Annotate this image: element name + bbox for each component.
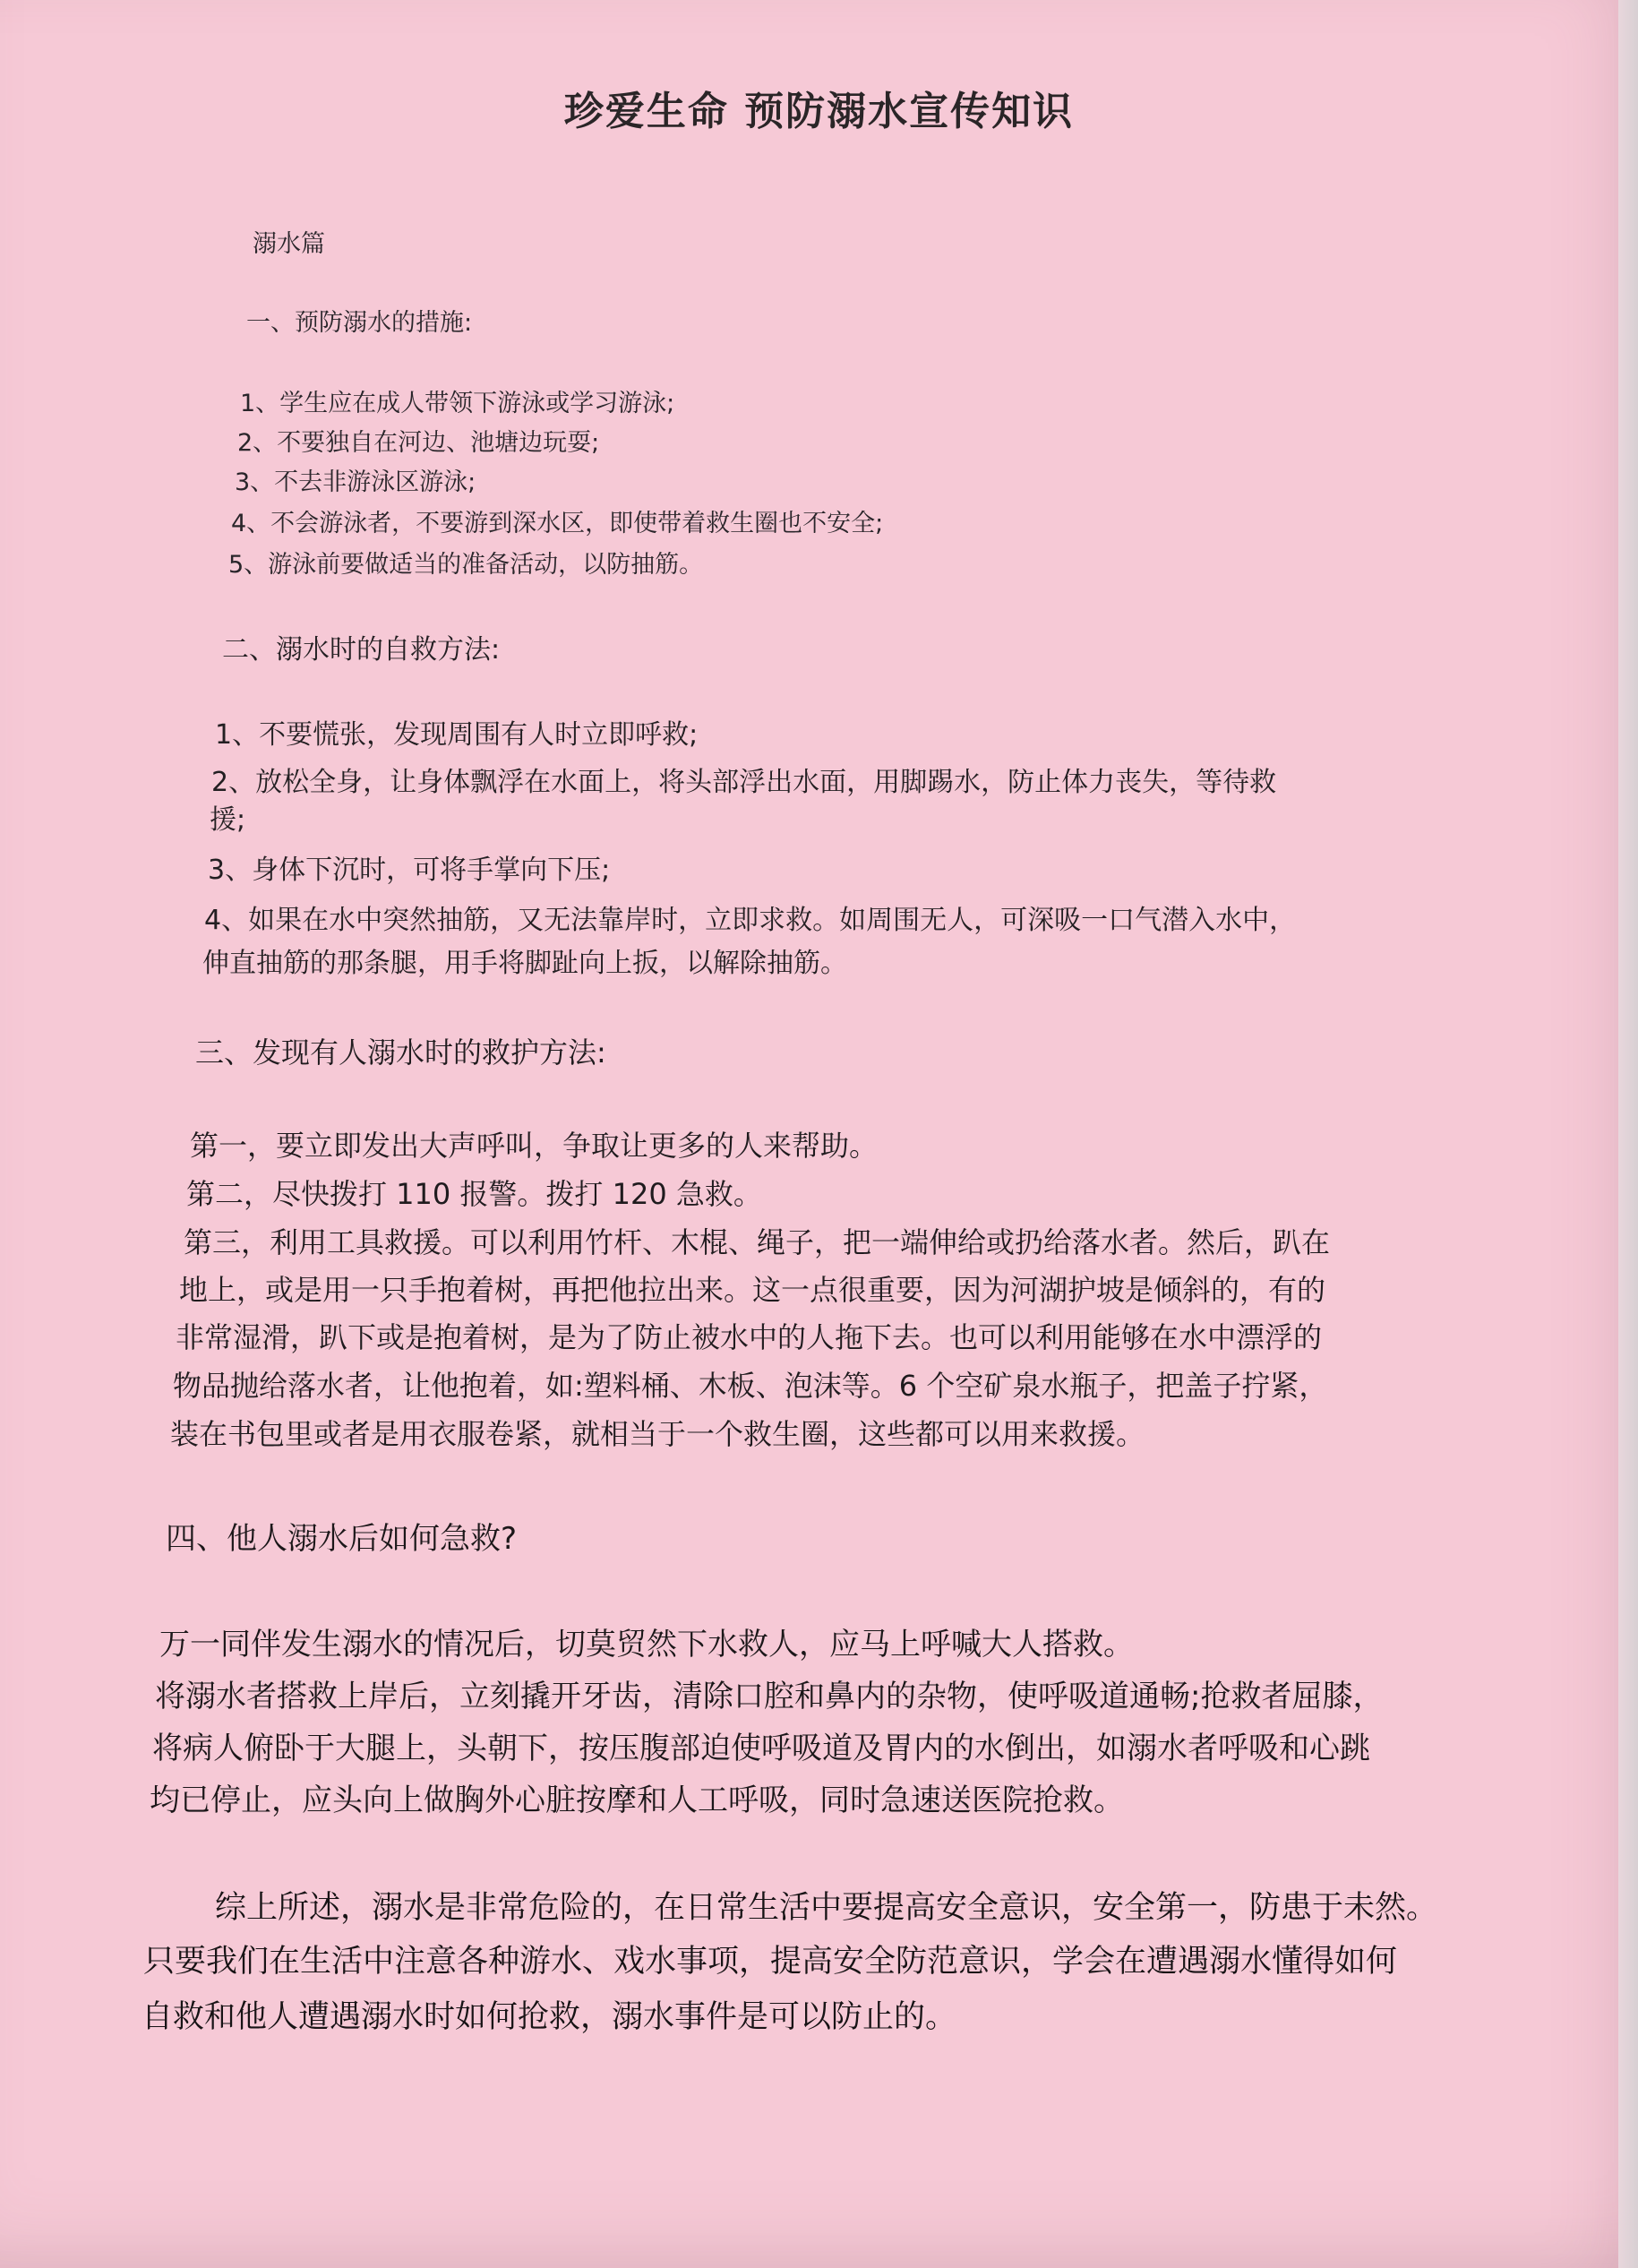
paper-edge — [1618, 0, 1638, 2268]
section-2-heading: 二、溺水时的自救方法: — [222, 634, 501, 666]
section-3-line: 物品抛给落水者，让他抱着，如:塑料桶、木板、泡沫等。6 个空矿泉水瓶子，把盖子拧紧， — [173, 1369, 1328, 1403]
section-1-item: 4、不会游泳者，不要游到深水区，即使带着救生圈也不安全; — [231, 510, 884, 537]
section-1-heading: 一、预防溺水的措施: — [246, 309, 473, 337]
section-4-line: 均已停止，应头向上做胸外心脏按摩和人工呼吸，同时急速送医院抢救。 — [150, 1783, 1124, 1818]
section-2-line: 2、放松全身，让身体飘浮在水面上，将头部浮出水面，用脚踢水，防止体力丧失，等待救 — [211, 767, 1277, 798]
section-2-line: 1、不要慌张，发现周围有人时立即呼救; — [215, 719, 699, 751]
section-2-line: 4、如果在水中突然抽筋，又无法靠岸时，立即求救。如周围无人，可深吸一口气潜入水中， — [204, 905, 1297, 936]
section-3-line: 地上，或是用一只手抱着树，再把他拉出来。这一点很重要，因为河湖护坡是倾斜的，有的 — [179, 1273, 1326, 1307]
section-2-line: 3、身体下沉时，可将手掌向下压; — [208, 855, 611, 886]
section-2-line: 援; — [210, 804, 246, 836]
summary-line: 只要我们在生活中注意各种游水、戏水事项，提高安全防范意识，学会在遭遇溺水懂得如何 — [143, 1944, 1398, 1980]
section-3-line: 装在书包里或者是用衣服卷紧，就相当于一个救生圈，这些都可以用来救援。 — [170, 1417, 1145, 1451]
section-4-heading: 四、他人溺水后如何急救? — [166, 1521, 518, 1557]
section-3-line: 非常湿滑，趴下或是抱着树，是为了防止被水中的人拖下去。也可以利用能够在水中漂浮的 — [176, 1320, 1323, 1354]
section-4-line: 将溺水者搭救上岸后，立刻撬开牙齿，清除口腔和鼻内的杂物，使呼吸道通畅;抢救者屈膝， — [155, 1679, 1384, 1714]
summary-line: 综上所述，溺水是非常危险的，在日常生活中要提高安全意识，安全第一，防患于未然。 — [215, 1890, 1438, 1926]
section-2-line: 伸直抽筋的那条腿，用手将脚趾向上扳，以解除抽筋。 — [202, 948, 847, 979]
document-title: 珍爱生命 预防溺水宣传知识 — [563, 89, 1075, 134]
section-3-line: 第三，利用工具救援。可以利用竹杆、木棍、绳子，把一端伸给或扔给落水者。然后，趴在 — [184, 1225, 1331, 1259]
section-3-line: 第二，尽快拨打 110 报警。拨打 120 急救。 — [186, 1177, 762, 1211]
section-4-line: 将病人俯卧于大腿上，头朝下，按压腹部迫使呼吸道及胃内的水倒出，如溺水者呼吸和心跳 — [152, 1731, 1370, 1766]
section-1-item: 3、不去非游泳区游泳; — [235, 468, 476, 496]
section-1-item: 2、不要独自在河边、池塘边玩耍; — [237, 429, 600, 457]
section-1-item: 5、游泳前要做适当的准备活动，以防抽筋。 — [228, 551, 704, 579]
section-3-line: 第一，要立即发出大声呼叫，争取让更多的人来帮助。 — [190, 1129, 879, 1163]
section-1-item: 1、学生应在成人带领下游泳或学习游泳; — [240, 390, 675, 417]
section-4-line: 万一同伴发生溺水的情况后，切莫贸然下水救人，应马上呼喊大人搭救。 — [159, 1627, 1134, 1662]
section-label: 溺水篇 — [253, 230, 325, 258]
section-3-heading: 三、发现有人溺水时的救护方法: — [195, 1035, 606, 1070]
summary-line: 自救和他人遭遇溺水时如何抢救，溺水事件是可以防止的。 — [142, 1999, 957, 2035]
